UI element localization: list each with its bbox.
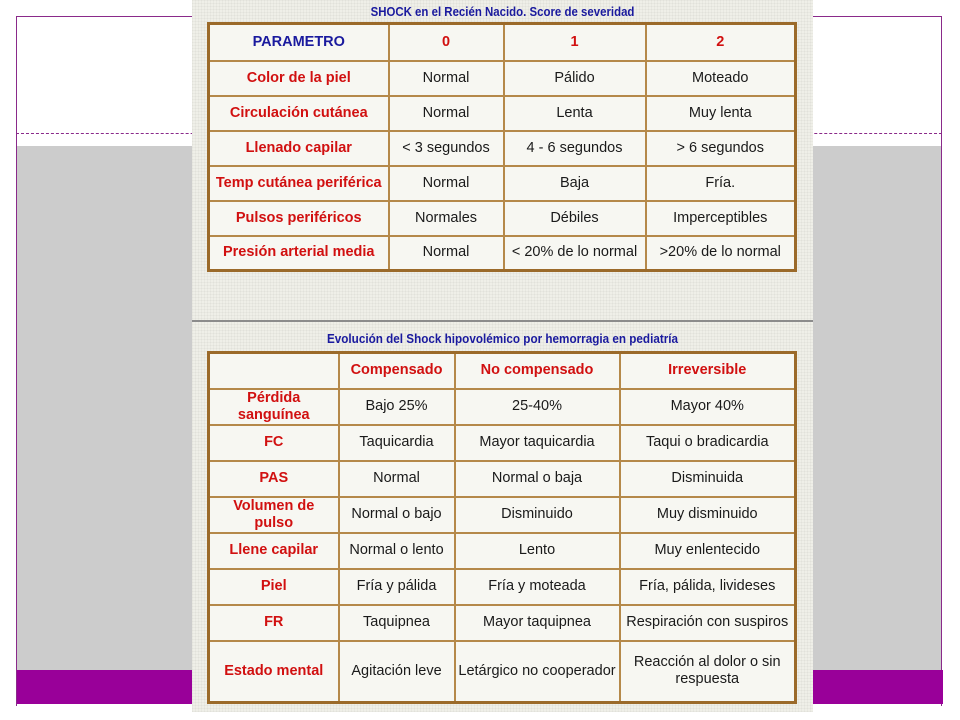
row-label: Piel	[209, 569, 339, 605]
hypovolemic-table-title: Evolución del Shock hipovolémico por hemorragia en pediatría	[326, 331, 679, 346]
table-cell: Letárgico no cooperador	[455, 641, 620, 703]
table-cell: 25-40%	[455, 389, 620, 425]
table-row	[209, 61, 796, 96]
row-label: Llenado capilar	[209, 131, 389, 166]
table-cell: > 6 segundos	[646, 131, 796, 166]
severity-header-row	[209, 24, 796, 61]
table-cell: Imperceptibles	[646, 201, 796, 236]
table-cell: Bajo 25%	[339, 389, 455, 425]
header-cell: 2	[646, 24, 796, 61]
header-cell: No compensado	[455, 353, 620, 389]
table-row	[209, 497, 796, 533]
table-cell: < 20% de lo normal	[504, 236, 646, 271]
table-cell: Mayor taquicardia	[455, 425, 620, 461]
table-row	[209, 461, 796, 497]
table-cell: Normal	[389, 236, 504, 271]
table-cell: Reacción al dolor o sin respuesta	[620, 641, 796, 703]
severity-score-table	[207, 22, 797, 272]
header-cell: Compensado	[339, 353, 455, 389]
hypovolemic-header-row	[209, 353, 796, 389]
table-cell: Lenta	[504, 96, 646, 131]
table-row	[209, 641, 796, 703]
table-cell: Normal	[389, 96, 504, 131]
header-cell-empty	[209, 353, 339, 389]
slide-right-border	[941, 134, 942, 706]
table-cell: Agitación leve	[339, 641, 455, 703]
header-cell: 1	[504, 24, 646, 61]
row-label: Pérdida sanguínea	[209, 389, 339, 425]
row-label: Color de la piel	[209, 61, 389, 96]
table-row	[209, 569, 796, 605]
table-cell: Normal	[389, 166, 504, 201]
embedded-table-image	[192, 0, 813, 712]
row-label: Temp cutánea periférica	[209, 166, 389, 201]
table-cell: < 3 segundos	[389, 131, 504, 166]
row-label: Volumen de pulso	[209, 497, 339, 533]
table-cell: Taquipnea	[339, 605, 455, 641]
table-cell: Lento	[455, 533, 620, 569]
table-cell: Muy lenta	[646, 96, 796, 131]
table-row	[209, 201, 796, 236]
row-label: Presión arterial media	[209, 236, 389, 271]
table-cell: Taquicardia	[339, 425, 455, 461]
table-row	[209, 605, 796, 641]
table-cell: Normal o bajo	[339, 497, 455, 533]
table-cell: Normal o lento	[339, 533, 455, 569]
table-row	[209, 425, 796, 461]
table-cell: Respiración con suspiros	[620, 605, 796, 641]
table-cell: Moteado	[646, 61, 796, 96]
table-cell: Taqui o bradicardia	[620, 425, 796, 461]
table-cell: Fría y pálida	[339, 569, 455, 605]
table-cell: Normal	[339, 461, 455, 497]
table-cell: Fría.	[646, 166, 796, 201]
row-label: PAS	[209, 461, 339, 497]
severity-table-title: SHOCK en el Recién Nacido. Score de severidad	[370, 4, 635, 18]
hypovolemic-shock-table	[207, 351, 797, 704]
table-row	[209, 533, 796, 569]
table-cell: Mayor 40%	[620, 389, 796, 425]
table-cell: Débiles	[504, 201, 646, 236]
table-cell: 4 - 6 segundos	[504, 131, 646, 166]
row-label: FC	[209, 425, 339, 461]
row-label: FR	[209, 605, 339, 641]
table-cell: Muy disminuido	[620, 497, 796, 533]
table-cell: Normal	[389, 61, 504, 96]
table-cell: Fría, pálida, livideses	[620, 569, 796, 605]
table-cell: Disminuida	[620, 461, 796, 497]
table-cell: Mayor taquipnea	[455, 605, 620, 641]
table-separator	[192, 320, 813, 322]
table-row	[209, 236, 796, 271]
header-cell: Irreversible	[620, 353, 796, 389]
row-label: Llene capilar	[209, 533, 339, 569]
table-cell: >20% de lo normal	[646, 236, 796, 271]
table-cell: Baja	[504, 166, 646, 201]
table-row	[209, 96, 796, 131]
table-cell: Normal o baja	[455, 461, 620, 497]
row-label: Circulación cutánea	[209, 96, 389, 131]
row-label: Estado mental	[209, 641, 339, 703]
row-label: Pulsos periféricos	[209, 201, 389, 236]
header-cell: 0	[389, 24, 504, 61]
table-row	[209, 166, 796, 201]
header-cell: PARAMETRO	[209, 24, 389, 61]
table-row	[209, 131, 796, 166]
table-cell: Pálido	[504, 61, 646, 96]
table-row	[209, 389, 796, 425]
table-cell: Fría y moteada	[455, 569, 620, 605]
table-cell: Normales	[389, 201, 504, 236]
table-cell: Muy enlentecido	[620, 533, 796, 569]
table-cell: Disminuido	[455, 497, 620, 533]
